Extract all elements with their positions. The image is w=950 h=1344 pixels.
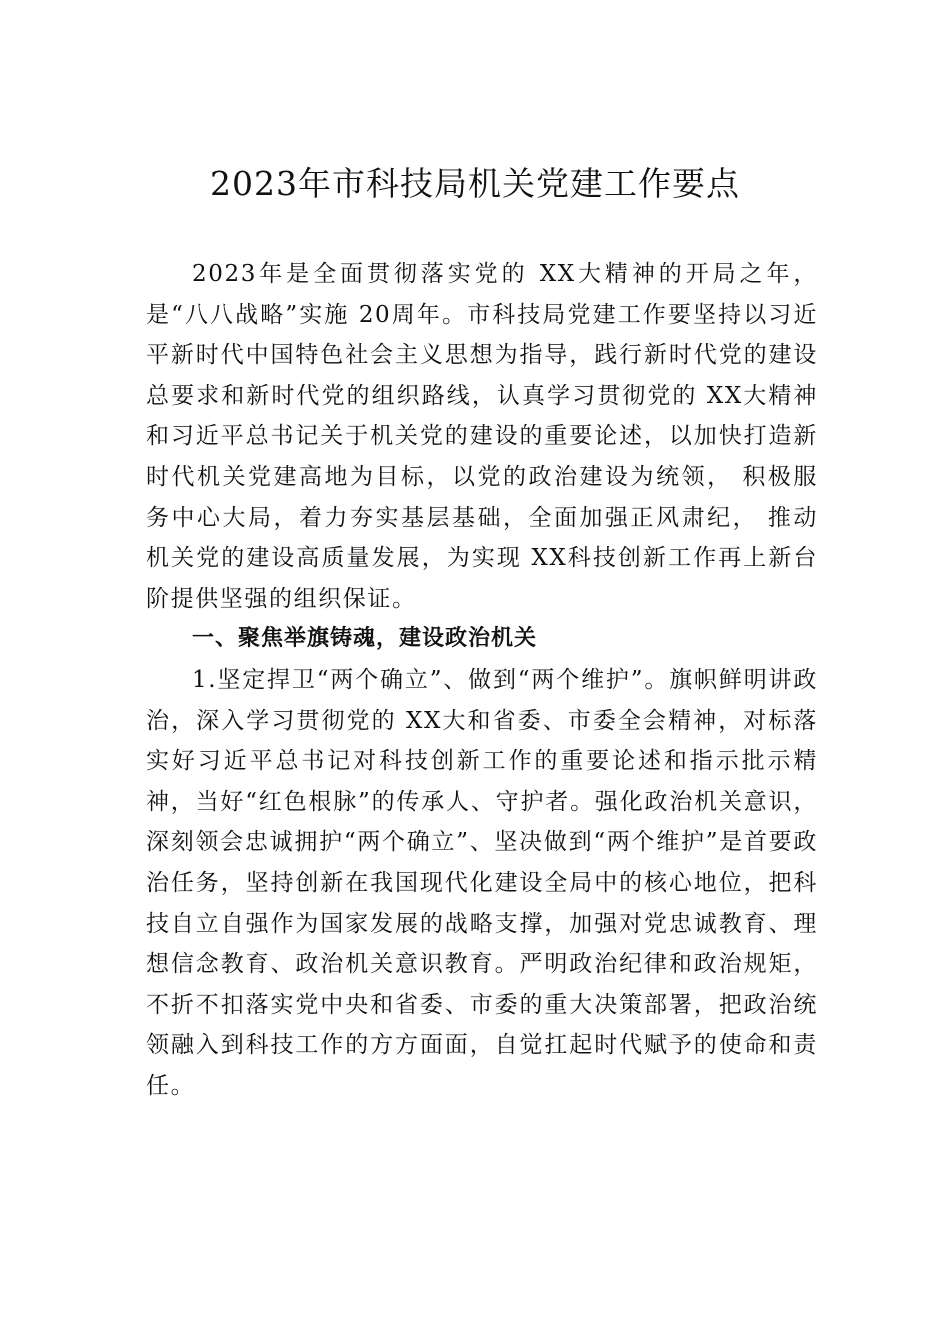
item-paragraph: 1.坚定捍卫“两个确立”、做到“两个维护”。旗帜鲜明讲政治，深入学习贯彻党的 XX大和省委、市委全会精神，对标落实好习近平总书记对科技创新工作的重要论述和指示批示精神，当好“红色根脉”的传承人、守护者。强化政治机关意识，深刻领会忠诚拥护“两个确立”、坚决做到“两个维护”是首要政治任务，坚持创新在我国现代化建设全局中的核心地位，把科技自立自强作为国家发展的战略支撑，加强对党忠诚教育、理想信念教育、政治机关意识教育。严明政治纪律和政治规矩，不折不扣落实党中央和省委、市委的重大决策部署，把政治统领融入到科技工作的方方面面，自觉扛起时代赋予的使命和责任。 <box>146 666 818 1099</box>
intro-paragraph: 2023年是全面贯彻落实党的 XX大精神的开局之年，是“八八战略”实施 20周年。市科技局党建工作要坚持以习近平新时代中国特色社会主义思想为指导，践行新时代党的建设总要求和新时代党的组织路线，认真学习贯彻党的 XX大精神和习近平总书记关于机关党的建设的重要论述，以加快打造新时代机关党建高地为目标，以党的政治建设为统领， 积极服务中心大局，着力夯实基层基础，全面加强正风肃纪， 推动机关党的建设高质量发展，为实现 XX科技创新工作再上新台阶提供坚强的组织保证。 <box>146 261 818 612</box>
document-body <box>146 254 818 1106</box>
section-heading: 一、聚焦举旗铸魂，建设政治机关 <box>192 626 538 652</box>
document-title: 2023年市科技局机关党建工作要点 <box>210 164 740 203</box>
